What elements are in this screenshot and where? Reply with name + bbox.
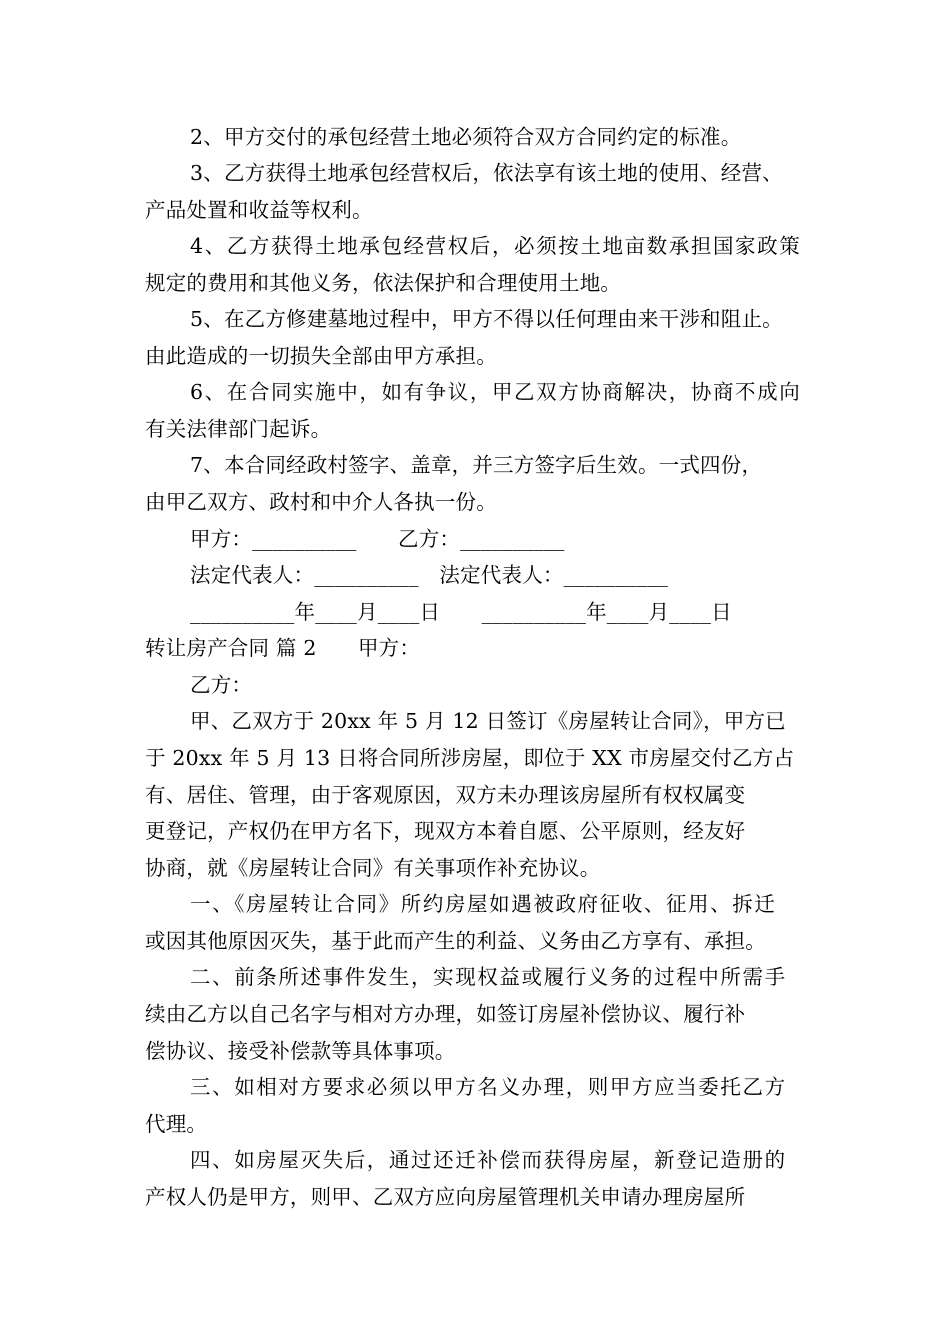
signature-line-parties: 甲方：__________ 乙方：__________ (190, 527, 565, 551)
text-line: 乙方： (190, 673, 253, 697)
text-line: 协商，就《房屋转让合同》有关事项作补充协议。 (145, 856, 601, 880)
text-line: 有关法律部门起诉。 (145, 417, 332, 441)
text-line: 产品处置和收益等权利。 (145, 198, 373, 222)
text-line: 续由乙方以自己名字与相对方办理，如签订房屋补偿协议、履行补 (145, 1002, 746, 1026)
text-line: 6、在合同实施中，如有争议，甲乙双方协商解决，协商不成向 (190, 380, 802, 404)
text-line: 三、如相对方要求必须以甲方名义办理，则甲方应当委托乙方 (190, 1075, 787, 1099)
text-line: 规定的费用和其他义务，依法保护和合理使用土地。 (145, 271, 622, 295)
text-line: 由甲乙双方、政村和中介人各执一份。 (145, 490, 497, 514)
text-line: 5、在乙方修建墓地过程中，甲方不得以任何理由来干涉和阻止。 (190, 307, 783, 331)
text-line: 3、乙方获得土地承包经营权后，依法享有该土地的使用、经营、 (190, 161, 783, 185)
text-line: 7、本合同经政村签字、盖章，并三方签字后生效。一式四份， (190, 453, 763, 477)
text-line: 由此造成的一切损失全部由甲方承担。 (145, 344, 497, 368)
text-line: 一、《房屋转让合同》所约房屋如遇被政府征收、征用、拆迁 (190, 892, 777, 916)
text-line: 或因其他原因灭失，基于此而产生的利益、义务由乙方享有、承担。 (145, 929, 766, 953)
text-line: 产权人仍是甲方，则甲、乙双方应向房屋管理机关申请办理房屋所 (145, 1185, 746, 1209)
signature-line-dates: __________年____月____日 __________年____月____日 (190, 600, 732, 624)
signature-line-representatives: 法定代表人：__________ 法定代表人：__________ (190, 563, 669, 587)
section-heading: 转让房产合同 篇 2 甲方： (145, 636, 421, 660)
text-line: 4、乙方获得土地承包经营权后，必须按土地亩数承担国家政策 (190, 234, 802, 258)
text-line: 有、居住、管理，由于客观原因，双方未办理该房屋所有权权属变 (145, 783, 746, 807)
text-line: 甲、乙双方于 20xx 年 5 月 12 日签订《房屋转让合同》，甲方已 (190, 709, 786, 733)
text-line: 二、前条所述事件发生，实现权益或履行义务的过程中所需手 (190, 965, 787, 989)
text-line: 更登记，产权仍在甲方名下，现双方本着自愿、公平原则，经友好 (145, 819, 746, 843)
text-line: 于 20xx 年 5 月 13 日将合同所涉房屋，即位于 XX 市房屋交付乙方占 (145, 746, 795, 770)
text-line: 四、如房屋灭失后，通过还迁补偿而获得房屋，新登记造册的 (190, 1148, 787, 1172)
text-line: 代理。 (145, 1112, 208, 1136)
text-line: 2、甲方交付的承包经营土地必须符合双方合同约定的标准。 (190, 125, 742, 149)
text-line: 偿协议、接受补偿款等具体事项。 (145, 1039, 456, 1063)
